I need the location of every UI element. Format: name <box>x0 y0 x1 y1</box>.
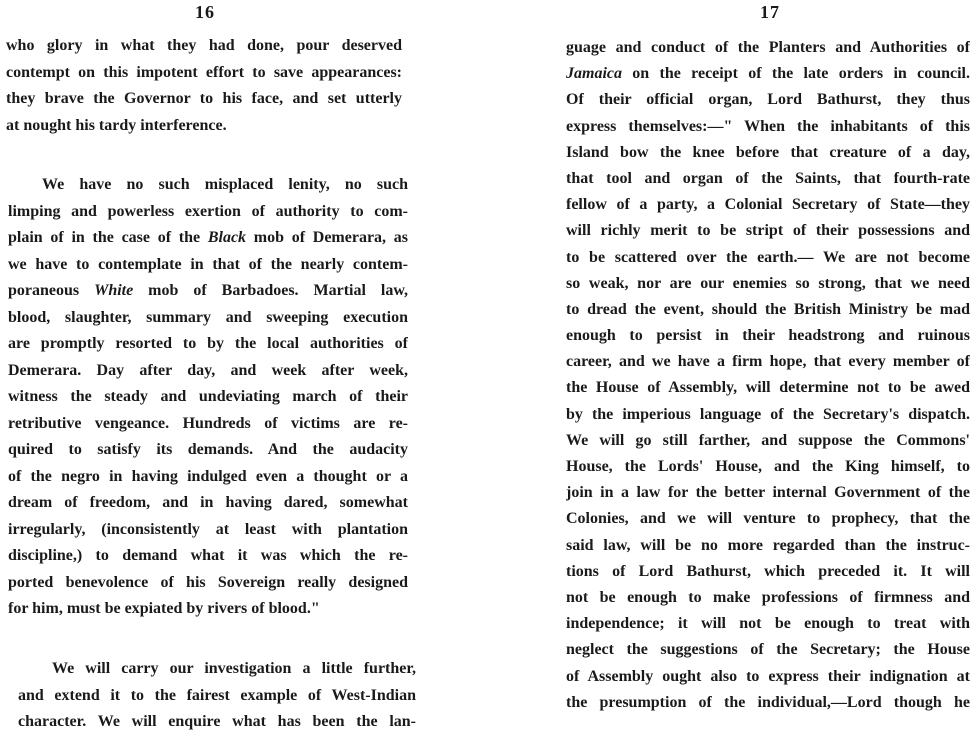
left-paragraph-3 <box>18 656 416 736</box>
text-line: who glory in what they had done, pour deserved <box>6 37 402 54</box>
text-line: contempt on this impotent effort to save appearances: <box>6 63 402 81</box>
text-line: irregularly, (inconsistently at least with plantation <box>8 520 408 538</box>
text-line: that tool and organ of the Saints, that fourth-rate <box>566 169 970 187</box>
text-line: fellow of a party, a Colonial Secretary of State—they <box>566 196 970 214</box>
text-line: quired to satisfy its demands. And the audacity <box>8 441 408 458</box>
text-line: We will go still farther, and suppose the Commons' <box>566 431 970 449</box>
text-line: express themselves:—" When the inhabitants of this <box>566 117 970 135</box>
text-line: House, the Lords' House, and the King himself, to <box>566 458 970 475</box>
text-line: ported benevolence of his Sovereign really designed <box>8 573 408 591</box>
text-line: retributive vengeance. Hundreds of victims are re- <box>8 414 408 432</box>
text-line: discipline,) to demand what it was which the re- <box>8 547 408 564</box>
right-text-block <box>566 35 970 716</box>
text-line: witness the steady and undeviating march of their <box>8 388 408 405</box>
text-line: Island bow the knee before that creature of a day, <box>566 143 970 161</box>
text-line: enough to persist in their headstrong and ruinous <box>566 327 970 345</box>
left-page-number: 16 <box>195 2 215 22</box>
text-line: will richly merit to be stript of their possessions and <box>566 222 970 240</box>
text-line: We will carry our investigation a little further, <box>52 660 416 677</box>
text-line: independence; it will not be enough to treat with <box>566 615 970 633</box>
text-line: of the negro in having indulged even a thought or a <box>8 467 408 485</box>
text-line: of Assembly ought also to express their indignation at <box>566 667 970 685</box>
text-line: Jamaica on the receipt of the late orders in council. <box>566 65 970 83</box>
text-line: neglect the suggestions of the Secretary; the House <box>566 641 970 659</box>
text-line: so weak, nor are our enemies so strong, that we need <box>566 274 970 292</box>
text-line: the House of Assembly, will determine not to be awed <box>566 379 970 397</box>
text-line: at nought his tardy interference. <box>6 116 227 134</box>
left-paragraph-2 <box>8 172 408 623</box>
text-line: Colonies, and we will venture to prophecy, that the <box>566 510 970 528</box>
text-line: poraneous White mob of Barbadoes. Martial law, <box>8 282 408 299</box>
text-line: character. We will enquire what has been the lan- <box>18 713 416 730</box>
text-line: tions of Lord Bathurst, which preceded it. It will <box>566 562 970 580</box>
text-line: dream of freedom, and in having dared, somewhat <box>8 494 408 511</box>
text-line: career, and we have a firm hope, that every member of <box>566 353 970 371</box>
text-line: they brave the Governor to his face, and set utterly <box>6 90 402 107</box>
text-line: guage and conduct of the Planters and Authorities of <box>566 39 970 56</box>
text-line: join in a law for the better internal Government of the <box>566 484 970 502</box>
text-line: the presumption of the individual,—Lord though he <box>566 693 970 711</box>
text-line: plain of in the case of the Black mob of Demerara, as <box>8 229 408 246</box>
text-line: by the imperious language of the Secretary's dispatch. <box>566 405 970 423</box>
text-line: are promptly resorted to by the local authorities of <box>8 335 408 352</box>
left-paragraph-1 <box>6 33 402 139</box>
left-page <box>0 0 430 738</box>
right-page-number: 17 <box>760 2 780 22</box>
text-line: for him, must be expiated by rivers of blood." <box>8 600 320 617</box>
text-line: Of their official organ, Lord Bathurst, they thus <box>566 91 970 109</box>
text-line: not be enough to make professions of firmness and <box>566 588 970 606</box>
text-line: we have to contemplate in that of the nearly contem- <box>8 255 408 273</box>
text-line: said law, will be no more regarded than the instruc- <box>566 536 970 554</box>
text-line: blood, slaughter, summary and sweeping execution <box>8 308 408 326</box>
text-line: We have no such misplaced lenity, no such <box>42 176 408 193</box>
text-line: limping and powerless exertion of authority to com- <box>8 202 408 220</box>
text-line: and extend it to the fairest example of West-Indian <box>18 686 416 704</box>
right-page <box>548 0 980 738</box>
text-line: to dread the event, should the British Ministry be mad <box>566 300 970 318</box>
text-line: to be scattered over the earth.— We are not become <box>566 248 970 266</box>
text-line: Demerara. Day after day, and week after week, <box>8 361 408 379</box>
